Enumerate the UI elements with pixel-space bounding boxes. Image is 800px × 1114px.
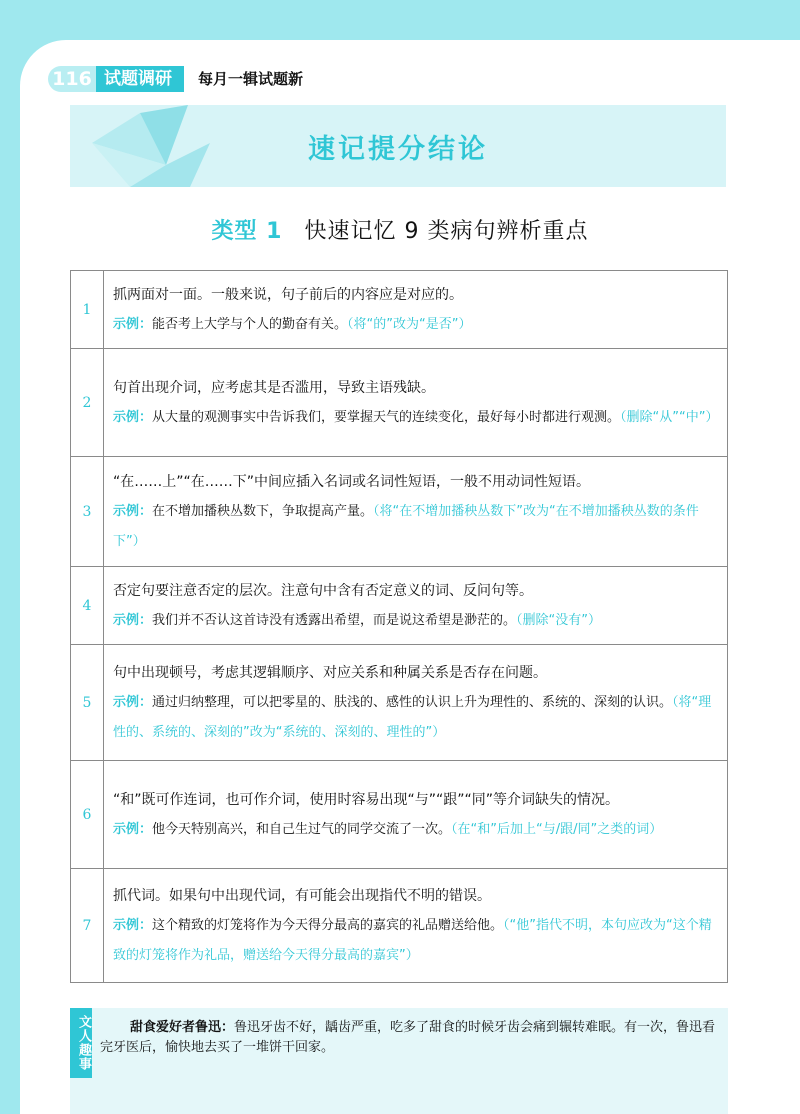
- example: [113, 310, 719, 340]
- example-text: 从大量的观测事实中告诉我们，要掌握天气的连续变化，最好每小时都进行观测。: [152, 409, 621, 425]
- rule-number: 1: [71, 271, 104, 349]
- rule-text: 句首出现介词，应考虑其是否滥用，导致主语残缺。: [113, 379, 435, 396]
- rule-number: 2: [71, 349, 104, 457]
- example-text: 通过归纳整理，可以把零星的、肤浅的、感性的认识上升为理性的、系统的、深刻的认识。: [152, 694, 673, 710]
- table-row: [71, 645, 728, 761]
- example-text: 我们并不否认这首诗没有透露出希望，而是说这希望是渺茫的。: [152, 612, 517, 628]
- example-note: （将“在不增加播秧丛数下”改为“在不增加播秧丛数的条件下”）: [113, 503, 699, 549]
- table-row: [71, 567, 728, 645]
- example: [113, 688, 719, 748]
- rule-content: [104, 457, 728, 567]
- sidebar-text: [100, 1018, 720, 1058]
- rule-number: 7: [71, 869, 104, 983]
- example: [113, 403, 719, 433]
- example-label: 示例：: [113, 821, 153, 837]
- table-row: [71, 271, 728, 349]
- rule-text: “和”既可作连词，也可作介词，使用时容易出现“与”“跟”“同”等介词缺失的情况。: [113, 791, 620, 808]
- table-row: [71, 869, 728, 983]
- sidebar-tag: 文人趣事: [70, 1008, 92, 1078]
- rule-text: 否定句要注意否定的层次。注意句中含有否定意义的词、反问句等。: [113, 582, 533, 599]
- example-label: 示例：: [113, 612, 153, 628]
- rule-text: 抓两面对一面。一般来说，句子前后的内容应是对应的。: [113, 286, 463, 303]
- rule-number: 3: [71, 457, 104, 567]
- example-text: 在不增加播秧丛数下，争取提高产量。: [152, 503, 374, 519]
- example-note: （删除“从”“中”）: [620, 409, 719, 425]
- example-note: （删除“没有”）: [516, 612, 602, 628]
- rule-number: 5: [71, 645, 104, 761]
- rules-table: [70, 270, 728, 983]
- rule-text: “在……上”“在……下”中间应插入名词或名词性短语，一般不用动词性短语。: [113, 473, 591, 490]
- example-text: 这个精致的灯笼将作为今天得分最高的嘉宾的礼品赠送给他。: [152, 917, 504, 933]
- banner: [70, 105, 726, 187]
- rule-text: 句中出现顿号，考虑其逻辑顺序、对应关系和种属关系是否存在问题。: [113, 664, 547, 681]
- example: [113, 815, 719, 845]
- example-label: 示例：: [113, 503, 153, 519]
- example-text: 能否考上大学与个人的勤奋有关。: [152, 316, 348, 332]
- example-label: 示例：: [113, 409, 153, 425]
- sidebar-title: 甜食爱好者鲁迅：: [130, 1020, 235, 1035]
- example-label: 示例：: [113, 694, 153, 710]
- section-title: 试题调研: [96, 66, 184, 92]
- sidebar-body: 鲁迅牙齿不好，龋齿严重，吃多了甜食的时候牙齿会痛到辗转难眠。有一次，鲁迅看完牙医后，愉快地去买了一堆饼干回家。: [100, 1020, 716, 1055]
- page-header: [48, 64, 348, 94]
- rule-content: [104, 761, 728, 869]
- example-note: （在“和”后加上“与/跟/同”之类的词）: [451, 821, 663, 837]
- banner-title: 速记提分结论: [308, 134, 488, 165]
- example: [113, 606, 719, 636]
- rule-text: 抓代词。如果句中出现代词，有可能会出现指代不明的错误。: [113, 887, 491, 904]
- table-row: [71, 457, 728, 567]
- example-label: 示例：: [113, 316, 153, 332]
- example-note: （“他”指代不明，本句应改为“这个精致的灯笼将作为礼品，赠送给今天得分最高的嘉宾”）: [113, 917, 712, 963]
- example: [113, 911, 719, 971]
- table-row: [71, 761, 728, 869]
- example-text: 他今天特别高兴，和自己生过气的同学交流了一次。: [152, 821, 452, 837]
- rule-number: 6: [71, 761, 104, 869]
- sidebar-anecdote: [70, 1008, 728, 1114]
- rule-content: [104, 349, 728, 457]
- type-heading: [0, 214, 800, 245]
- page-number: 116: [48, 66, 96, 92]
- rule-content: [104, 271, 728, 349]
- rule-number: 4: [71, 567, 104, 645]
- section-subtitle: 每月一辑试题新: [198, 70, 304, 88]
- type-label: 类型 1: [211, 219, 283, 244]
- example-label: 示例：: [113, 917, 153, 933]
- example: [113, 497, 719, 557]
- rule-content: [104, 645, 728, 761]
- type-title: 快速记忆 9 类病句辨析重点: [304, 219, 589, 244]
- example-note: （将“的”改为“是否”）: [347, 316, 472, 332]
- rule-content: [104, 567, 728, 645]
- example-note: （将“理性的、系统的、深刻的”改为“系统的、深刻的、理性的”）: [113, 694, 712, 740]
- rule-content: [104, 869, 728, 983]
- table-row: [71, 349, 728, 457]
